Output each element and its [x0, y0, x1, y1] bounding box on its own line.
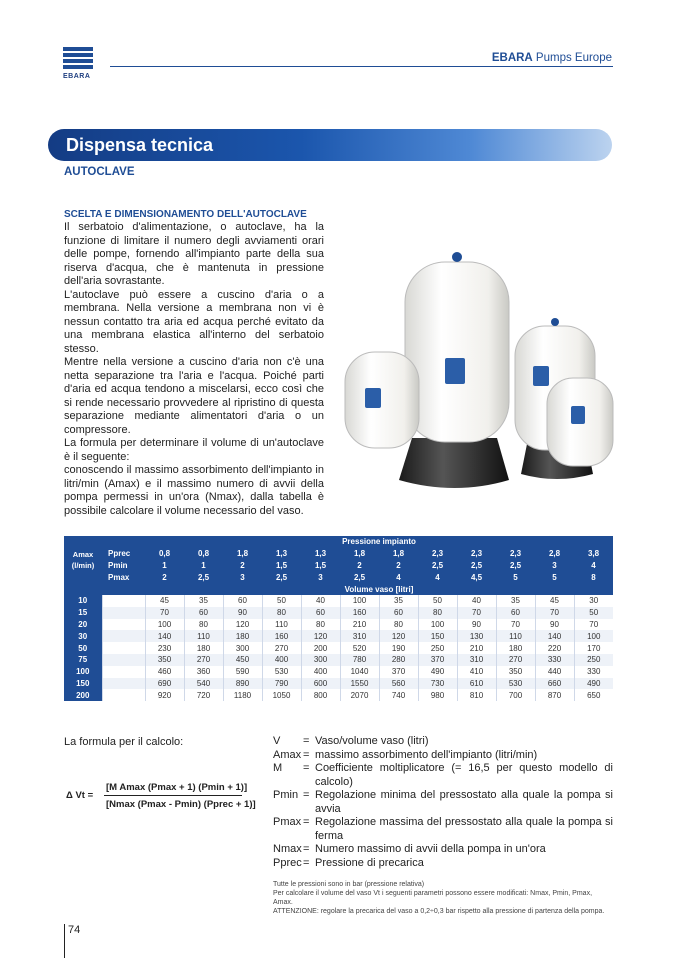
pmin-value: 1,5	[301, 560, 340, 572]
empty-cell	[102, 642, 145, 654]
volume-cell: 180	[184, 642, 223, 654]
formula-lhs: Δ Vt =	[66, 790, 94, 801]
pmax-value: 4,5	[457, 571, 496, 583]
table-row	[64, 642, 613, 654]
volume-cell: 30	[574, 595, 613, 607]
volume-cell: 540	[184, 678, 223, 690]
logo-text: EBARA	[63, 73, 91, 80]
pmin-value: 2,5	[496, 560, 535, 572]
empty-cell	[102, 607, 145, 619]
volume-cell: 890	[223, 678, 262, 690]
volume-cell: 330	[535, 654, 574, 666]
volume-cell: 210	[340, 619, 379, 631]
table-row	[64, 666, 613, 678]
volume-cell: 730	[418, 678, 457, 690]
section-title: Dispensa tecnica	[66, 135, 214, 155]
pprec-value: 1,8	[223, 548, 262, 560]
volume-cell: 350	[496, 666, 535, 678]
pprec-value: 2,3	[496, 548, 535, 560]
volume-cell: 70	[457, 607, 496, 619]
pmin-value: 2	[379, 560, 418, 572]
pprec-value: 3,8	[574, 548, 613, 560]
volume-cell: 600	[301, 678, 340, 690]
legend-item	[273, 816, 613, 843]
volume-cell: 120	[301, 630, 340, 642]
legend-equals: =	[303, 856, 310, 869]
volume-cell: 920	[145, 689, 184, 701]
volume-cell: 740	[379, 689, 418, 701]
pmax-value: 4	[379, 571, 418, 583]
volume-cell: 110	[262, 619, 301, 631]
volume-cell: 610	[457, 678, 496, 690]
volume-cell: 460	[145, 666, 184, 678]
volume-cell: 530	[262, 666, 301, 678]
volume-cell: 720	[184, 689, 223, 701]
volume-cell: 1040	[340, 666, 379, 678]
table-row	[64, 678, 613, 690]
amax-value: 30	[64, 630, 102, 642]
amax-value: 20	[64, 619, 102, 631]
table-row	[64, 595, 613, 607]
empty-cell	[102, 678, 145, 690]
pmax-value: 5	[535, 571, 574, 583]
amax-value: 75	[64, 654, 102, 666]
legend-symbol: Nmax	[273, 843, 302, 855]
note-line: Per calcolare il volume del vaso Vt i seguenti parametri possono essere modificati: Nmax, Pmin, Pmax, Amax.	[273, 890, 593, 906]
pmax-value: 5	[496, 571, 535, 583]
volume-cell: 440	[535, 666, 574, 678]
volume-cell: 650	[574, 689, 613, 701]
formula	[66, 782, 256, 812]
empty-cell	[102, 666, 145, 678]
volume-cell: 280	[379, 654, 418, 666]
volume-cell: 490	[418, 666, 457, 678]
volume-cell: 690	[145, 678, 184, 690]
pmin-value: 4	[574, 560, 613, 572]
intro-paragraph: La formula per determinare il volume di un'autoclave è il seguente:	[64, 437, 324, 463]
volume-cell: 45	[535, 595, 574, 607]
volume-cell: 80	[262, 607, 301, 619]
volume-cell: 70	[145, 607, 184, 619]
legend-equals: =	[303, 762, 310, 774]
pmax-value: 4	[418, 571, 457, 583]
volume-cell: 100	[418, 619, 457, 631]
legend-symbol: Pmax	[273, 816, 302, 828]
page-rule	[64, 924, 65, 958]
legend-item	[273, 857, 613, 871]
pmin-value: 3	[535, 560, 574, 572]
empty-cell	[102, 689, 145, 701]
volume-cell: 160	[262, 630, 301, 642]
note-line: Tutte le pressioni sono in bar (pressione relativa)	[273, 881, 425, 888]
volume-cell: 300	[223, 642, 262, 654]
volume-cell: 220	[535, 642, 574, 654]
brand-rest: Pumps Europe	[532, 52, 612, 64]
volume-cell: 270	[184, 654, 223, 666]
volume-cell: 520	[340, 642, 379, 654]
pprec-value: 0,8	[184, 548, 223, 560]
volume-cell: 90	[223, 607, 262, 619]
amax-value: 100	[64, 666, 102, 678]
volume-cell: 120	[379, 630, 418, 642]
table-row	[64, 630, 613, 642]
intro-text	[64, 221, 324, 518]
empty-cell	[102, 619, 145, 631]
autoclave-tanks-image	[337, 248, 627, 498]
amax-value: 150	[64, 678, 102, 690]
volume-cell: 300	[301, 654, 340, 666]
pprec-value: 1,8	[340, 548, 379, 560]
volume-cell: 170	[574, 642, 613, 654]
brand-name	[492, 52, 612, 64]
formula-label: La formula per il calcolo:	[64, 736, 184, 748]
fraction-line	[104, 795, 242, 796]
formula-legend	[273, 735, 613, 870]
volume-cell: 60	[301, 607, 340, 619]
volume-cell: 60	[379, 607, 418, 619]
volume-cell: 180	[496, 642, 535, 654]
volume-cell: 50	[418, 595, 457, 607]
volume-cell: 110	[184, 630, 223, 642]
volume-cell: 370	[418, 654, 457, 666]
legend-equals: =	[303, 748, 310, 761]
pprec-value: 0,8	[145, 548, 184, 560]
intro-paragraph: conoscendo il massimo assorbimento dell'impianto in litri/min (Amax) e il massimo numero di avvii della pompa permessi in un'ora (Nmax), dalla tabella è possibile calcolare il volume necessario del vaso.	[64, 464, 324, 517]
volume-cell: 80	[301, 619, 340, 631]
volume-cell: 590	[223, 666, 262, 678]
pmax-value: 3	[301, 571, 340, 583]
ebara-logo	[63, 47, 93, 81]
pmin-value: 1	[145, 560, 184, 572]
pprec-value: 1,3	[262, 548, 301, 560]
empty-cell	[102, 654, 145, 666]
pprec-value: 2,3	[457, 548, 496, 560]
pmin-value: 2,5	[418, 560, 457, 572]
volume-cell: 80	[379, 619, 418, 631]
legend-definition: Numero massimo di avvii della pompa in un'ora	[315, 843, 546, 855]
brand-bold: EBARA	[491, 52, 533, 64]
volume-cell: 160	[340, 607, 379, 619]
legend-item	[273, 843, 613, 857]
volume-cell: 50	[574, 607, 613, 619]
volume-cell: 330	[574, 666, 613, 678]
volume-cell: 2070	[340, 689, 379, 701]
pprec-value: 1,8	[379, 548, 418, 560]
table-row	[64, 607, 613, 619]
amax-header: Amax (l/min)	[64, 536, 102, 583]
volume-cell: 70	[535, 607, 574, 619]
legend-symbol: Pprec	[273, 856, 302, 869]
legend-item	[273, 789, 613, 816]
volume-cell: 60	[184, 607, 223, 619]
volume-cell: 80	[184, 619, 223, 631]
volume-cell: 90	[535, 619, 574, 631]
volume-cell: 310	[340, 630, 379, 642]
volume-cell: 250	[574, 654, 613, 666]
pmin-value: 1	[184, 560, 223, 572]
note-line: ATTENZIONE: regolare la precarica del vaso a 0,2÷0,3 bar rispetto alla pressione di partenza della pompa.	[273, 908, 605, 915]
pprec-value: 1,3	[301, 548, 340, 560]
volume-cell: 1050	[262, 689, 301, 701]
table-row	[64, 654, 613, 666]
pressure-volume-table	[64, 536, 613, 701]
volume-cell: 100	[145, 619, 184, 631]
header-rule	[110, 66, 613, 67]
legend-definition: massimo assorbimento dell'impianto (litri/min)	[315, 748, 538, 761]
volume-cell: 70	[496, 619, 535, 631]
volume-cell: 560	[379, 678, 418, 690]
pmin-value: 2,5	[457, 560, 496, 572]
intro-paragraph: L'autoclave può essere a cuscino d'aria o a membrana. Nella versione a membrana non vi è nessun contatto tra aria ed acqua perché evitato da una membrana elastica all'interno del serbatoio stesso.	[64, 288, 324, 355]
pmax-value: 2,5	[262, 571, 301, 583]
volume-cell: 370	[379, 666, 418, 678]
legend-definition: Vaso/volume vaso (litri)	[315, 735, 429, 747]
pmax-value: 3	[223, 571, 262, 583]
volume-cell: 870	[535, 689, 574, 701]
legend-equals: =	[303, 816, 310, 828]
formula-denominator: [Nmax (Pmax - Pmin) (Pprec + 1)]	[106, 799, 256, 810]
volume-cell: 700	[496, 689, 535, 701]
legend-equals: =	[303, 735, 310, 747]
pressure-header: Pressione impianto	[145, 536, 613, 548]
legend-equals: =	[303, 843, 310, 855]
volume-cell: 660	[535, 678, 574, 690]
intro-heading: SCELTA E DIMENSIONAMENTO DELL'AUTOCLAVE	[64, 209, 307, 220]
volume-cell: 40	[457, 595, 496, 607]
volume-cell: 90	[457, 619, 496, 631]
legend-symbol: Pmin	[273, 789, 299, 801]
legend-item	[273, 749, 613, 763]
formula-numerator: [M Amax (Pmax + 1) (Pmin + 1)]	[106, 782, 248, 793]
volume-cell: 450	[223, 654, 262, 666]
volume-cell: 45	[145, 595, 184, 607]
legend-item	[273, 735, 613, 749]
pmax-value: 2	[145, 571, 184, 583]
empty-cell	[102, 630, 145, 642]
volume-cell: 150	[418, 630, 457, 642]
pmin-value: 1,5	[262, 560, 301, 572]
pmin-value: 2	[223, 560, 262, 572]
volume-cell: 140	[535, 630, 574, 642]
volume-cell: 80	[418, 607, 457, 619]
pmin-label: Pmin	[102, 560, 145, 572]
section-subtitle: AUTOCLAVE	[64, 166, 135, 178]
volume-cell: 780	[340, 654, 379, 666]
volume-cell: 140	[145, 630, 184, 642]
volume-cell: 120	[223, 619, 262, 631]
volume-cell: 270	[496, 654, 535, 666]
amax-value: 200	[64, 689, 102, 701]
volume-cell: 1180	[223, 689, 262, 701]
volume-cell: 210	[457, 642, 496, 654]
pprec-value: 2,3	[418, 548, 457, 560]
volume-cell: 250	[418, 642, 457, 654]
amax-value: 10	[64, 595, 102, 607]
volume-cell: 810	[457, 689, 496, 701]
notes	[273, 880, 613, 916]
volume-cell: 230	[145, 642, 184, 654]
volume-cell: 60	[496, 607, 535, 619]
volume-cell: 70	[574, 619, 613, 631]
volume-cell: 35	[184, 595, 223, 607]
pmax-value: 8	[574, 571, 613, 583]
volume-cell: 980	[418, 689, 457, 701]
volume-cell: 530	[496, 678, 535, 690]
legend-symbol: V	[273, 735, 281, 747]
volume-cell: 1550	[340, 678, 379, 690]
legend-definition: Pressione di precarica	[315, 856, 424, 869]
volume-cell: 40	[301, 595, 340, 607]
volume-cell: 310	[457, 654, 496, 666]
volume-cell: 130	[457, 630, 496, 642]
volume-cell: 400	[301, 666, 340, 678]
volume-cell: 400	[262, 654, 301, 666]
legend-symbol: Amax	[273, 748, 302, 761]
volume-cell: 270	[262, 642, 301, 654]
legend-definition: Regolazione minima del pressostato alla quale la pompa si avvia	[315, 789, 613, 815]
intro-paragraph: Il serbatoio d'alimentazione, o autoclave, ha la funzione di limitare il numero degli avviamenti orari delle pompe, fornendo all'impianto parte della sua riserva d'acqua, che è mantenuta in pressione dell'aria sovrastante.	[64, 221, 324, 287]
legend-equals: =	[303, 789, 310, 801]
volume-cell: 410	[457, 666, 496, 678]
page-number: 74	[68, 924, 81, 936]
volume-cell: 100	[340, 595, 379, 607]
legend-item	[273, 762, 613, 789]
volume-cell: 190	[379, 642, 418, 654]
amax-value: 15	[64, 607, 102, 619]
legend-symbol: M	[273, 762, 283, 774]
volume-cell: 35	[496, 595, 535, 607]
pmin-value: 2	[340, 560, 379, 572]
table-row	[64, 619, 613, 631]
volume-cell: 50	[262, 595, 301, 607]
pprec-value: 2,8	[535, 548, 574, 560]
table-row	[64, 689, 613, 701]
pmax-value: 2,5	[340, 571, 379, 583]
legend-definition: Coefficiente moltiplicatore (= 16,5 per questo modello di calcolo)	[315, 762, 613, 788]
volume-cell: 100	[574, 630, 613, 642]
volume-cell: 360	[184, 666, 223, 678]
volume-cell: 200	[301, 642, 340, 654]
pmax-label: Pmax	[102, 571, 145, 583]
volume-cell: 800	[301, 689, 340, 701]
volume-header: Volume vaso [litri]	[145, 583, 613, 595]
volume-cell: 110	[496, 630, 535, 642]
pmax-value: 2,5	[184, 571, 223, 583]
intro-paragraph: Mentre nella versione a cuscino d'aria non c'è una netta separazione tra l'aria e l'acqua. Poiché parti d'aria ed acqua tendono a miscelarsi, ecco così che si rende necessario provvedere al ripristino di questa separazione mediante alimentatori d'aria o un compressore.	[64, 356, 324, 436]
volume-cell: 180	[223, 630, 262, 642]
volume-cell: 790	[262, 678, 301, 690]
legend-definition: Regolazione massima del pressostato alla quale la pompa si ferma	[315, 816, 613, 842]
empty-cell	[102, 595, 145, 607]
pprec-label: Pprec	[102, 548, 145, 560]
volume-cell: 35	[379, 595, 418, 607]
volume-cell: 490	[574, 678, 613, 690]
amax-value: 50	[64, 642, 102, 654]
volume-cell: 350	[145, 654, 184, 666]
volume-cell: 60	[223, 595, 262, 607]
